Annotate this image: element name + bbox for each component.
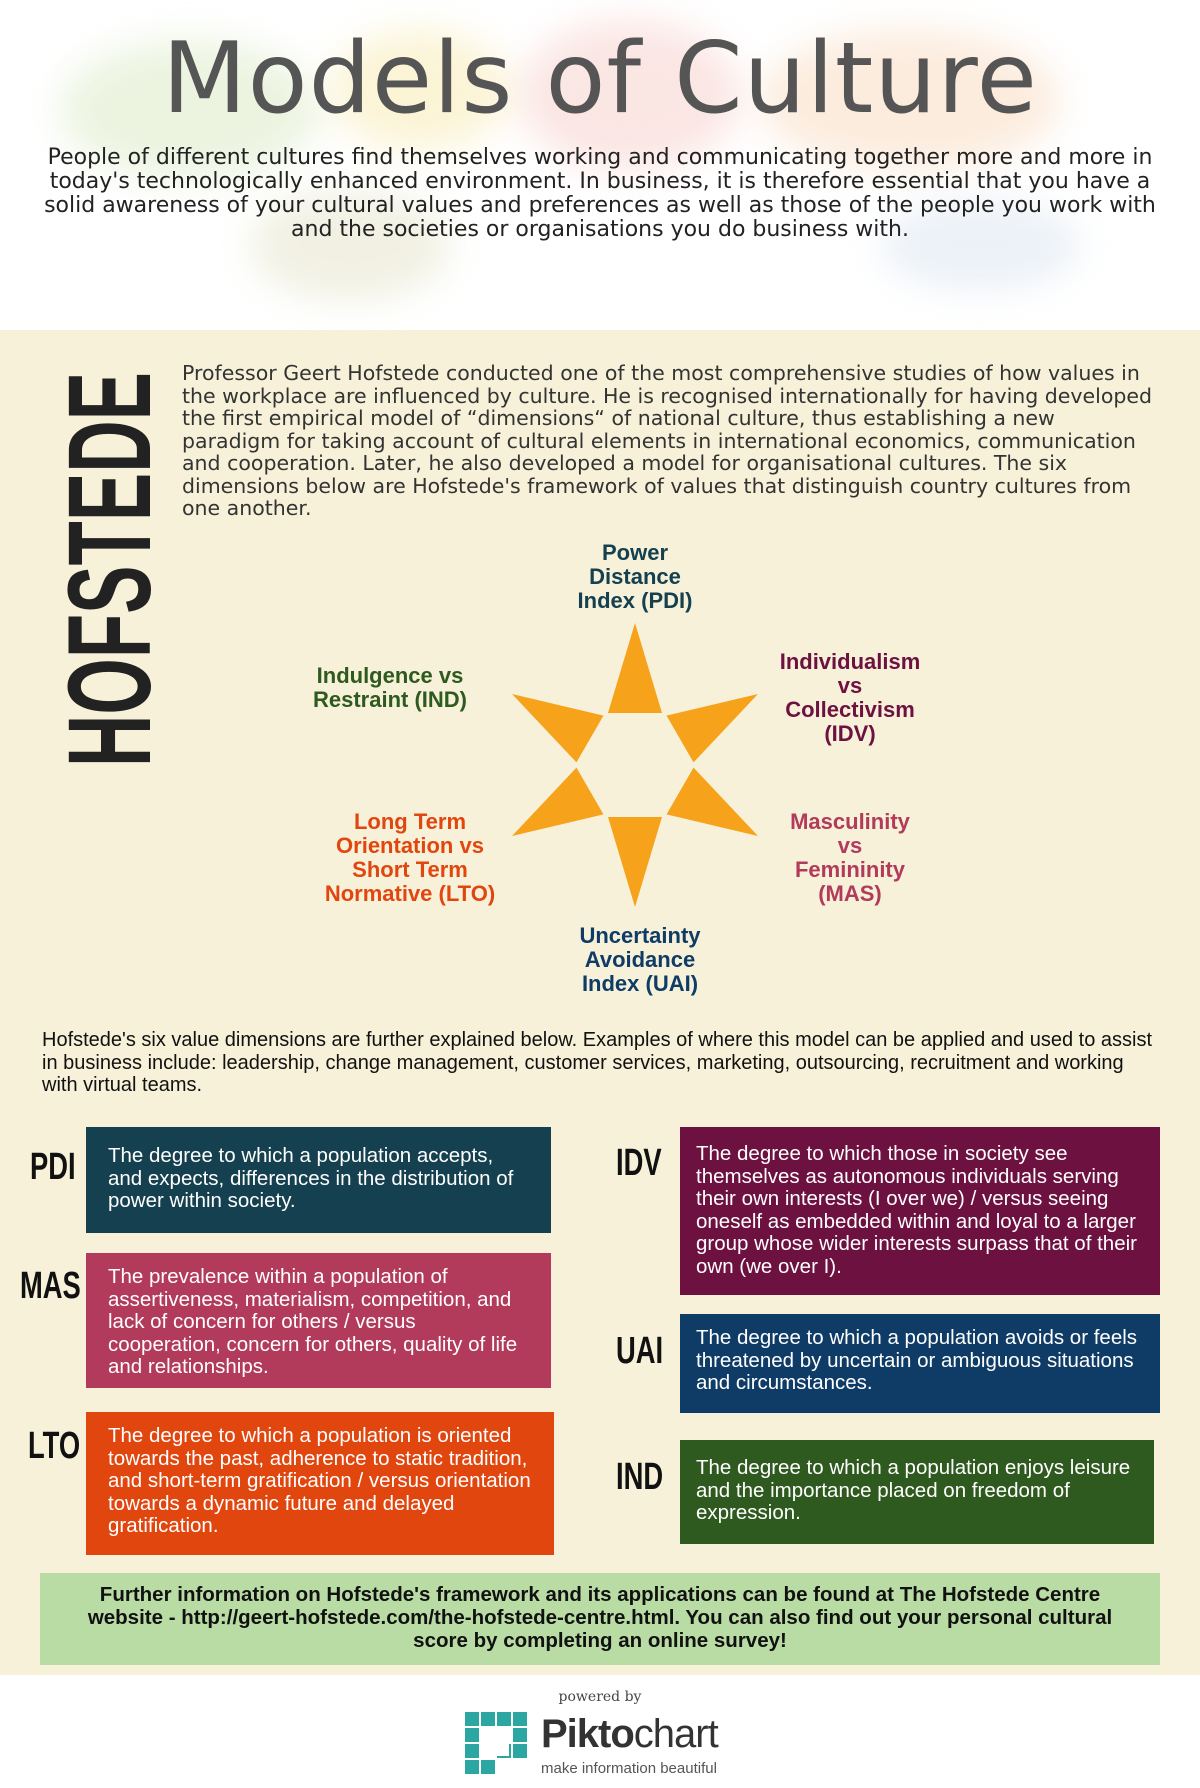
- definition-box-mas: The prevalence within a population of assertiveness, materialism, competition, and lack of concern for others / versus cooperation, concern for others, quality of life and relationships.: [86, 1253, 551, 1388]
- abbr-uai: UAI: [616, 1330, 664, 1372]
- star-ray-lto: [512, 768, 603, 836]
- definition-box-ind: The degree to which a population enjoys leisure and the importance placed on freedom of expression.: [680, 1440, 1154, 1544]
- hofstede-vertical-title: [40, 124, 176, 767]
- dimension-label-idv: Individualism vs Collectivism (IDV): [779, 649, 921, 746]
- star-ray-mas: [667, 768, 758, 836]
- dimension-label-mas: Masculinity vs Femininity (MAS): [790, 809, 910, 906]
- compass-star-icon: [490, 620, 780, 910]
- hofstede-description: Professor Geert Hofstede conducted one of the most comprehensive studies of how values in the workplace are influenced by culture. He is recognised internationally for having developed the first empirical model of “dimensions“ of national culture, thus establishing a new paradigm for taking account of cultural elements in international economics, communication and cooperation. Later, he also developed a model for organisational cultures. The six dimensions below are Hofstede's framework of values that distinguish country cultures from one another.: [182, 361, 1153, 520]
- dimension-label-lto: Long Term Orientation vs Short Term Normative (LTO): [324, 809, 496, 906]
- definition-box-uai: The degree to which a population avoids or feels threatened by uncertain or ambiguous situations and circumstances.: [680, 1314, 1160, 1413]
- definition-box-idv: The degree to which those in society see themselves as autonomous individuals serving their own interests (I over we) / versus seeing oneself as embedded within and loyal to a larger group whose wider interests surpass that of their own (we over I).: [680, 1127, 1160, 1295]
- powered-by: powered by: [558, 1689, 642, 1705]
- abbr-mas: MAS: [20, 1265, 81, 1307]
- page-title: Models of Culture: [162, 22, 1038, 136]
- star-ray-idv: [667, 694, 758, 762]
- abbr-pdi: PDI: [30, 1146, 76, 1188]
- piktochart-wordmark: [541, 1712, 718, 1757]
- intro-text: People of different cultures find themselves working and communicating together more and more in today's technologically enhanced environment. In business, it is therefore essential that you have a solid awareness of your cultural values and preferences as well as those of the people you work with and the societies or organisations you do business with.: [44, 145, 1156, 242]
- abbr-lto: LTO: [28, 1425, 81, 1467]
- hofstede-vertical-text: HOFSTEDE: [44, 124, 176, 767]
- dimension-label-pdi: Power Distance Index (PDI): [577, 540, 693, 613]
- header: [0, 0, 1200, 330]
- star-ray-ind: [512, 694, 603, 762]
- dimension-label-ind: Indulgence vs Restraint (IND): [312, 663, 467, 712]
- hofstede-vertical-svg: [40, 124, 176, 767]
- piktochart-logo[interactable]: [463, 1710, 753, 1780]
- abbr-ind: IND: [616, 1456, 664, 1498]
- dimensions-explanation: Hofstede's six value dimensions are further explained below. Examples of where this model can be applied and used to assist in business include: leadership, change management, customer services, marketing, outsourcing, recruitment and working with virtual teams.: [42, 1029, 1152, 1096]
- dimension-label-uai: Uncertainty Avoidance Index (UAI): [579, 923, 701, 996]
- piktochart-tagline: make information beautiful: [541, 1760, 717, 1777]
- star-ray-uai: [608, 817, 662, 907]
- piktochart-logo-icon: [463, 1710, 531, 1778]
- abbr-idv: IDV: [616, 1142, 662, 1184]
- footer-note: Further information on Hofstede's framework and its applications can be found at The Hofstede Centre website - http://geert-hofstede.com/the-hofstede-centre.html. You can also find out your personal cultural score by completing an online survey!: [40, 1573, 1160, 1665]
- star-rays: [512, 623, 758, 907]
- logo-bold: Pikto: [541, 1712, 634, 1756]
- logo-light: chart: [633, 1712, 718, 1756]
- definition-box-pdi: The degree to which a population accepts, and expects, differences in the distribution of power within society.: [86, 1127, 551, 1233]
- definition-box-lto: The degree to which a population is oriented towards the past, adherence to static tradition, and short-term gratification / versus orientation towards a dynamic future and delayed gratification.: [86, 1412, 554, 1555]
- star-ray-pdi: [608, 623, 662, 713]
